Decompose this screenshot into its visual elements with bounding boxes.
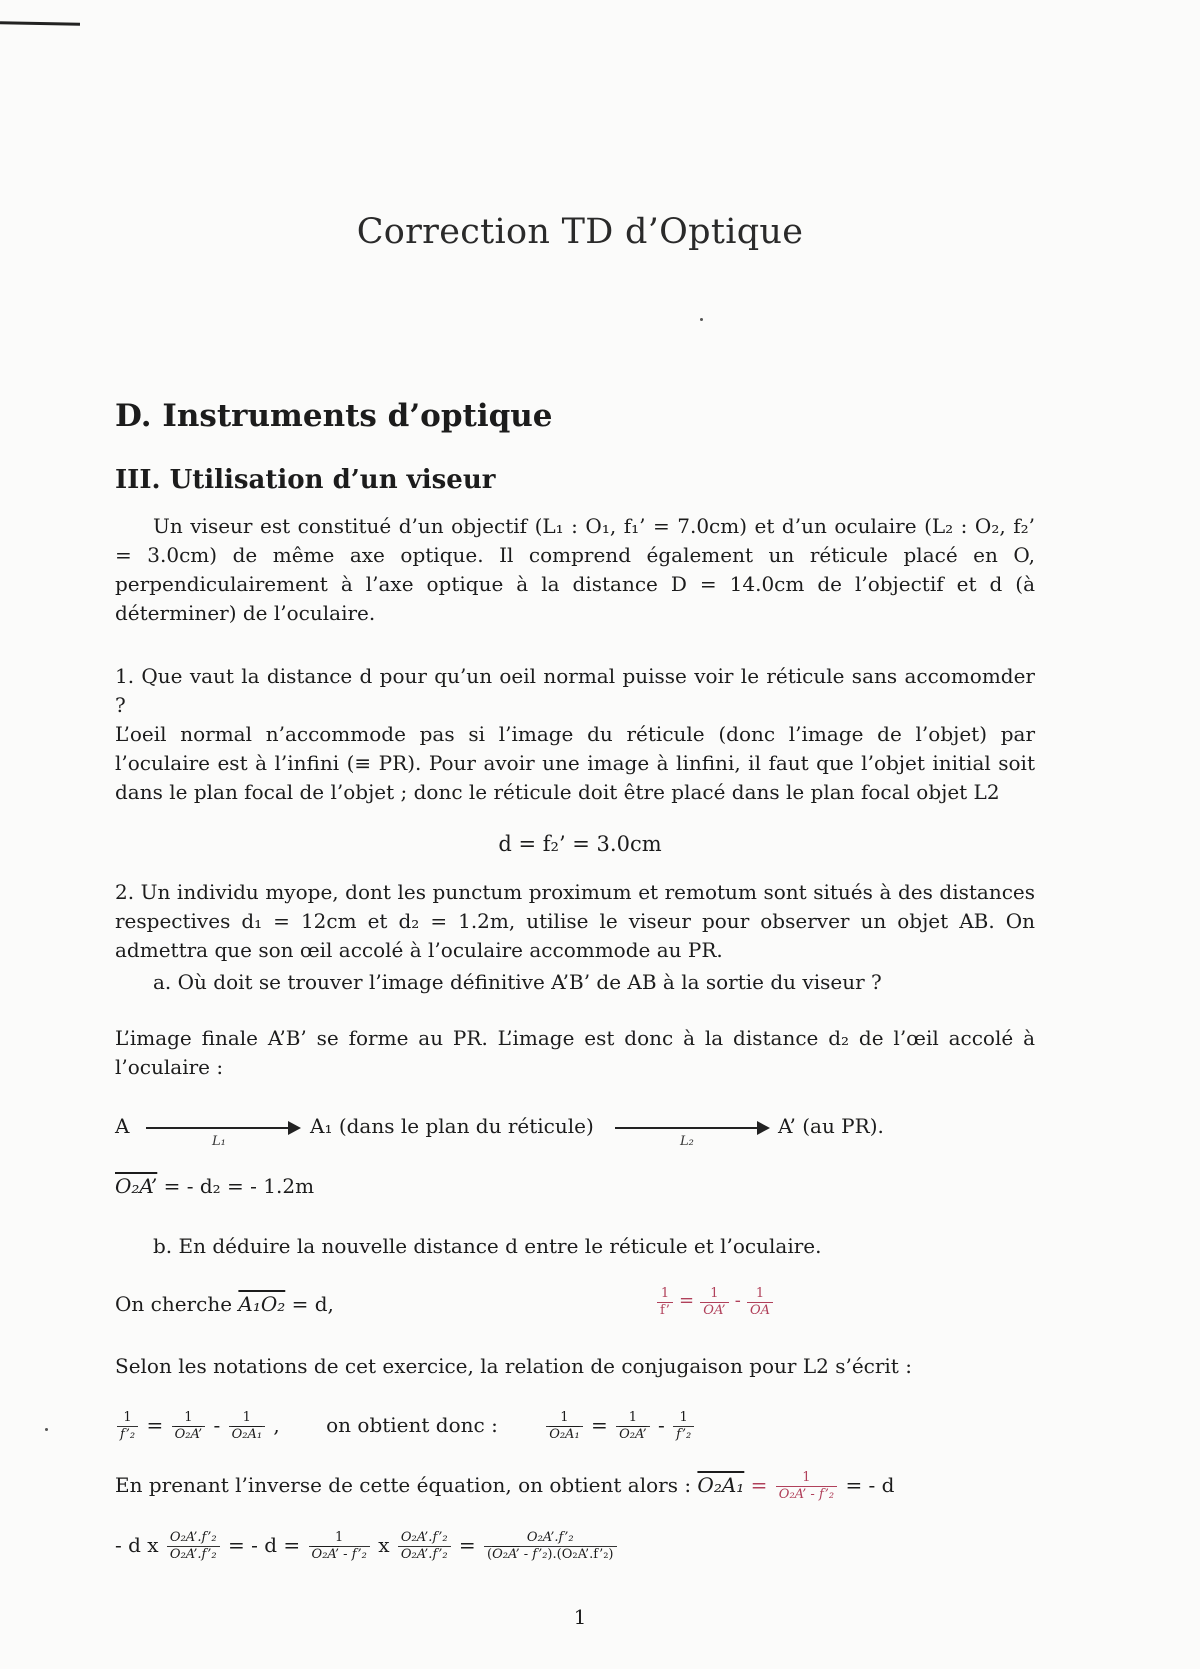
frac-1-over-o2a1 [229, 1410, 265, 1443]
on-cherche-suffix: = d, [285, 1292, 334, 1316]
final-equation [115, 1530, 619, 1563]
minus-sign: - [810, 1487, 815, 1502]
subsection-heading: III. Utilisation d’un viseur [115, 465, 496, 495]
frac-final-4 [484, 1530, 616, 1563]
minus-sign: - [343, 1547, 348, 1562]
frac-inverse [776, 1470, 837, 1503]
frac-den [776, 1486, 837, 1503]
vector-o2a1: O₂A₁ [697, 1473, 745, 1497]
on-cherche-prefix: On cherche [115, 1292, 239, 1316]
arrow-l1-head [288, 1121, 301, 1135]
equation-o2a-rhs: = - d₂ = - 1.2m [157, 1174, 315, 1198]
inverse-text: En prenant l’inverse de cette équation, on obtient alors : [115, 1473, 698, 1497]
frac-1-over-f2 [117, 1410, 138, 1443]
frac-1-over-f [657, 1286, 673, 1319]
question-2b: b. En déduire la nouvelle distance d entre le réticule et l’oculaire. [153, 1234, 822, 1258]
comma: , [273, 1413, 280, 1437]
frac-1-over-o2ap [172, 1410, 205, 1443]
frac-den: O₂A₁ [229, 1426, 265, 1443]
conjugation-note [655, 1286, 775, 1319]
frac-den: O₂A’ [616, 1426, 649, 1443]
frac-den: O₂A₁ [546, 1426, 582, 1443]
frac-den: OA’ [700, 1302, 728, 1319]
frac-1-over-f2-b [673, 1410, 694, 1443]
frac-num: 1 [802, 1470, 811, 1485]
scan-mark [0, 21, 80, 25]
frac-num: O₂A’.f’₂ [526, 1530, 574, 1545]
scan-speck [700, 318, 703, 321]
frac-num: 1 [335, 1530, 344, 1545]
frac-num: 1 [184, 1410, 193, 1425]
arrow-l2-label: L₂ [680, 1134, 694, 1149]
final-start: - d x [115, 1533, 159, 1557]
arrow-l1-line [146, 1127, 291, 1129]
frac-den-f2: f’₂ [818, 1487, 835, 1502]
equation-d: d = f₂’ = 3.0cm [498, 832, 662, 856]
frac-num: 1 [710, 1286, 719, 1301]
frac-num: 1 [123, 1410, 132, 1425]
eq-sign: = [679, 1290, 695, 1311]
frac-den-o2ap: O₂A’ [778, 1487, 807, 1502]
frac-1-over-o2a1-b [546, 1410, 582, 1443]
question-2a: a. Où doit se trouver l’image définitive A’B’ de AB à la sortie du viseur ? [153, 970, 882, 994]
frac-den: f’ [657, 1302, 673, 1319]
scan-speck [45, 1428, 48, 1431]
minus-sign: - [734, 1290, 741, 1311]
frac-num: O₂A’.f’₂ [169, 1530, 217, 1545]
frac-den: O₂A’.f’₂ [398, 1546, 451, 1563]
frac-num: 1 [242, 1410, 251, 1425]
frac-num: O₂A’.f’₂ [400, 1530, 448, 1545]
frac-1-over-o2ap-b [616, 1410, 649, 1443]
frac-1-over-oap [700, 1286, 728, 1319]
answer-1: L’oeil normal n’accommode pas si l’image du réticule (donc l’image de l’objet) par l’oculaire est à l’infini (≡ PR). Pour avoir une image à linfini, il faut que l’objet initial soit dans le plan focal de l’objet ; donc le réticule doit être placé dans le plan focal objet L2 [115, 722, 1035, 804]
eq-sign: = [750, 1473, 768, 1497]
arrow-l1-label: L₁ [212, 1134, 226, 1149]
frac-num: 1 [755, 1286, 765, 1301]
equation-o2a [115, 1174, 314, 1198]
minus-sign: - [657, 1413, 665, 1437]
eq-sign: = [458, 1533, 476, 1557]
inverse-line [115, 1470, 894, 1503]
eq-sign: = [146, 1413, 164, 1437]
line-on-cherche [115, 1292, 334, 1316]
on-obtient-donc: on obtient donc : [326, 1413, 498, 1437]
frac-num: 1 [560, 1410, 569, 1425]
answer-2a: L’image finale A’B’ se forme au PR. L’image est donc à la distance d₂ de l’œil accolé à l’oculaire : [115, 1026, 1035, 1079]
chain-middle: A₁ (dans le plan du réticule) [310, 1114, 594, 1138]
chain-start: A [115, 1114, 130, 1138]
section-heading: D. Instruments d’optique [115, 398, 553, 434]
frac-den [309, 1546, 370, 1563]
inverse-tail: = - d [845, 1473, 895, 1497]
arrow-l2-head [757, 1121, 770, 1135]
frac-den: (O₂A’ - f’₂).(O₂A’.f’₂) [484, 1546, 616, 1563]
minus-sign: - [523, 1547, 529, 1562]
frac-den: f’₂ [117, 1426, 138, 1443]
vector-o2a-prime: O₂A’ [115, 1174, 158, 1198]
frac-final-3 [398, 1530, 451, 1563]
frac-num: 1 [679, 1410, 688, 1425]
page-number: 1 [573, 1605, 587, 1629]
arrow-l2-line [615, 1127, 760, 1129]
intro-paragraph: Un viseur est constitué d’un objectif (L₁ : O₁, f₁’ = 7.0cm) et d’un oculaire (L₂ : O₂, f₂’ = 3.0cm) de même axe optique. Il comprend également un réticule placé en O, perpendiculairement à l’axe optique à la distance D = 14.0cm de l’objectif et d (à déterminer) de l’oculaire. [115, 514, 1035, 625]
frac-final-2 [309, 1530, 370, 1563]
frac-den: OA [747, 1302, 773, 1319]
conjugation-l2 [115, 1410, 696, 1443]
frac-den-o2ap: O₂A’ [311, 1547, 340, 1562]
eq-sign: = [591, 1413, 608, 1437]
page-title: Correction TD d’Optique [356, 212, 804, 252]
frac-den-tail: ).(O₂A’.f’₂) [547, 1547, 614, 1562]
frac-den: f’₂ [673, 1426, 694, 1443]
frac-1-over-oa [747, 1286, 773, 1319]
selon-line: Selon les notations de cet exercice, la relation de conjugaison pour L2 s’écrit : [115, 1354, 912, 1378]
question-1: 1. Que vaut la distance d pour qu’un oeil normal puisse voir le réticule sans accomomder ? [115, 664, 1035, 717]
times-sign: x [378, 1533, 390, 1557]
frac-final-1 [167, 1530, 220, 1563]
frac-num: 1 [660, 1286, 670, 1301]
final-mid: = - d = [228, 1533, 307, 1557]
frac-den: O₂A’.f’₂ [167, 1546, 220, 1563]
frac-den-o2ap: O₂A’ [492, 1547, 520, 1562]
minus-sign: - [213, 1413, 221, 1437]
chain-end: A’ (au PR). [778, 1114, 884, 1138]
frac-den: O₂A’ [172, 1426, 205, 1443]
frac-den-f2: f’₂ [351, 1547, 367, 1562]
vector-a1o2: A₁O₂ [238, 1292, 286, 1316]
frac-num: 1 [628, 1410, 638, 1425]
frac-den-f2: f’₂ [532, 1547, 548, 1562]
question-2: 2. Un individu myope, dont les punctum proximum et remotum sont situés à des distances respectives d₁ = 12cm et d₂ = 1.2m, utilise le viseur pour observer un objet AB. On admettra que son œil accolé à l’oculaire accommode au PR. [115, 880, 1035, 962]
